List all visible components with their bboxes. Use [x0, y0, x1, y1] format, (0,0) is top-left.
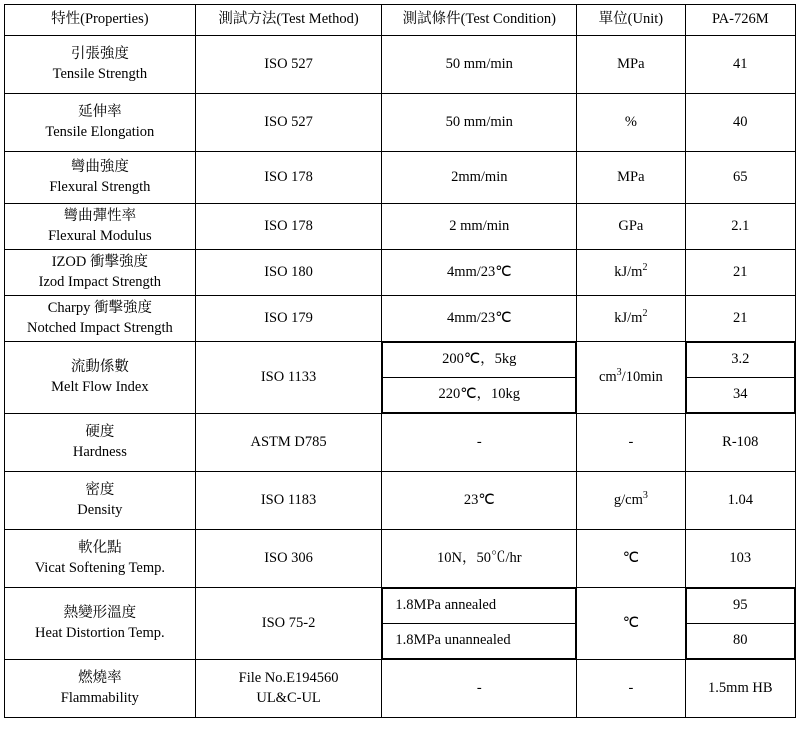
value: 95: [686, 589, 794, 624]
property-name-zh: 延伸率: [78, 103, 122, 120]
property-name: [5, 342, 196, 414]
header-unit: 單位(Unit): [577, 5, 685, 36]
property-name: [5, 204, 196, 250]
unit-exponent: 2: [642, 307, 648, 319]
unit: [577, 472, 685, 530]
property-name-zh: 硬度: [85, 423, 115, 440]
table-row: [5, 296, 796, 342]
value: 1.04: [685, 472, 795, 530]
table-row: [5, 588, 796, 660]
value: 34: [686, 378, 794, 413]
test-method: ISO 75-2: [195, 588, 382, 660]
value: R-108: [685, 414, 795, 472]
test-method: ISO 178: [195, 204, 382, 250]
property-name: [5, 296, 196, 342]
test-condition: -: [382, 414, 577, 472]
test-method: ISO 179: [195, 296, 382, 342]
test-method: ISO 180: [195, 250, 382, 296]
value: 41: [685, 36, 795, 94]
unit: ℃: [577, 588, 685, 660]
unit: -: [577, 660, 685, 718]
property-name: [5, 414, 196, 472]
properties-table: [4, 4, 796, 718]
value: 40: [685, 94, 795, 152]
test-condition: 4mm/23℃: [382, 296, 577, 342]
value-group: [685, 588, 795, 660]
header-test-condition: 測試條件(Test Condition): [382, 5, 577, 36]
property-name-en: Flexural Modulus: [48, 227, 152, 244]
unit: [577, 296, 685, 342]
value: 2.1: [685, 204, 795, 250]
test-method-line1: File No.E194560: [238, 669, 339, 686]
table-header-row: [5, 5, 796, 36]
table-row: [5, 94, 796, 152]
value: 103: [685, 530, 795, 588]
property-name-zh: 引張強度: [70, 45, 129, 62]
property-name: [5, 472, 196, 530]
property-name-zh: 流動係數: [70, 358, 129, 375]
table-row: [5, 660, 796, 718]
property-name-zh: Charpy 衝擊強度: [47, 299, 153, 316]
table-row: [5, 152, 796, 204]
unit-exponent: 3: [616, 366, 622, 378]
test-method: [195, 660, 382, 718]
property-name-en: Notched Impact Strength: [26, 319, 173, 336]
property-name: [5, 36, 196, 94]
header-test-method: 測試方法(Test Method): [195, 5, 382, 36]
test-condition: 50 mm/min: [382, 36, 577, 94]
unit: GPa: [577, 204, 685, 250]
unit: [577, 342, 685, 414]
value: 80: [686, 624, 794, 659]
test-method: ISO 306: [195, 530, 382, 588]
unit: MPa: [577, 152, 685, 204]
test-method: ISO 1183: [195, 472, 382, 530]
value: 65: [685, 152, 795, 204]
table-row: [5, 250, 796, 296]
test-condition: 2 mm/min: [382, 204, 577, 250]
property-name-zh: 彎曲強度: [70, 158, 129, 175]
unit: -: [577, 414, 685, 472]
unit-main: cm: [598, 368, 617, 385]
value: 21: [685, 296, 795, 342]
property-name-zh: IZOD 衝擊強度: [51, 253, 148, 270]
property-name-en: Izod Impact Strength: [38, 273, 162, 290]
value: 21: [685, 250, 795, 296]
test-condition: 200℃，5kg: [383, 343, 576, 378]
property-name-en: Vicat Softening Temp.: [34, 559, 166, 576]
property-name-en: Density: [77, 501, 123, 518]
property-name-zh: 密度: [85, 481, 115, 498]
property-name-en: Tensile Elongation: [45, 123, 155, 140]
test-method: ISO 1133: [195, 342, 382, 414]
unit: ℃: [577, 530, 685, 588]
property-name: [5, 530, 196, 588]
test-condition: 4mm/23℃: [382, 250, 577, 296]
header-properties: 特性(Properties): [5, 5, 196, 36]
test-condition: 1.8MPa annealed: [383, 589, 576, 624]
property-name-zh: 軟化點: [78, 539, 122, 556]
property-name-zh: 燃燒率: [78, 669, 122, 686]
test-condition: -: [382, 660, 577, 718]
table-row: [5, 36, 796, 94]
value: 3.2: [686, 343, 794, 378]
table-row: [5, 530, 796, 588]
table-row: [5, 414, 796, 472]
property-name-en: Flexural Strength: [49, 178, 151, 195]
table-row: [5, 342, 796, 414]
test-condition: 2mm/min: [382, 152, 577, 204]
unit: %: [577, 94, 685, 152]
test-condition: 23℃: [382, 472, 577, 530]
unit-exponent: 2: [642, 261, 648, 273]
property-name-en: Heat Distortion Temp.: [35, 624, 165, 641]
test-method: ISO 527: [195, 36, 382, 94]
test-condition-group: [382, 588, 577, 660]
unit-tail: /10min: [621, 368, 663, 385]
value: 1.5mm HB: [685, 660, 795, 718]
test-method-line2: UL&C-UL: [256, 689, 321, 706]
property-name: [5, 152, 196, 204]
test-condition: 1.8MPa unannealed: [383, 624, 576, 659]
value-group: [685, 342, 795, 414]
test-condition: 10N，50℃/hr: [382, 530, 577, 588]
unit: [577, 250, 685, 296]
unit-exponent: 3: [642, 489, 648, 501]
property-name-en: Melt Flow Index: [51, 378, 149, 395]
table-row: [5, 204, 796, 250]
property-name-en: Hardness: [72, 443, 127, 460]
property-name: [5, 250, 196, 296]
unit-main: g/cm: [613, 491, 643, 508]
property-name-zh: 熱變形溫度: [63, 604, 137, 621]
test-method: ASTM D785: [195, 414, 382, 472]
property-name-en: Flammability: [60, 689, 139, 706]
test-condition-group: [382, 342, 577, 414]
property-name: [5, 94, 196, 152]
header-grade: PA-726M: [685, 5, 795, 36]
test-condition: 220℃，10kg: [383, 378, 576, 413]
unit-main: kJ/m: [614, 309, 643, 326]
property-name-zh: 彎曲彈性率: [63, 207, 137, 224]
test-condition: 50 mm/min: [382, 94, 577, 152]
unit: MPa: [577, 36, 685, 94]
table-row: [5, 472, 796, 530]
unit-main: kJ/m: [614, 263, 643, 280]
property-name: [5, 588, 196, 660]
test-method: ISO 178: [195, 152, 382, 204]
property-name-en: Tensile Strength: [52, 65, 148, 82]
test-method: ISO 527: [195, 94, 382, 152]
property-name: [5, 660, 196, 718]
